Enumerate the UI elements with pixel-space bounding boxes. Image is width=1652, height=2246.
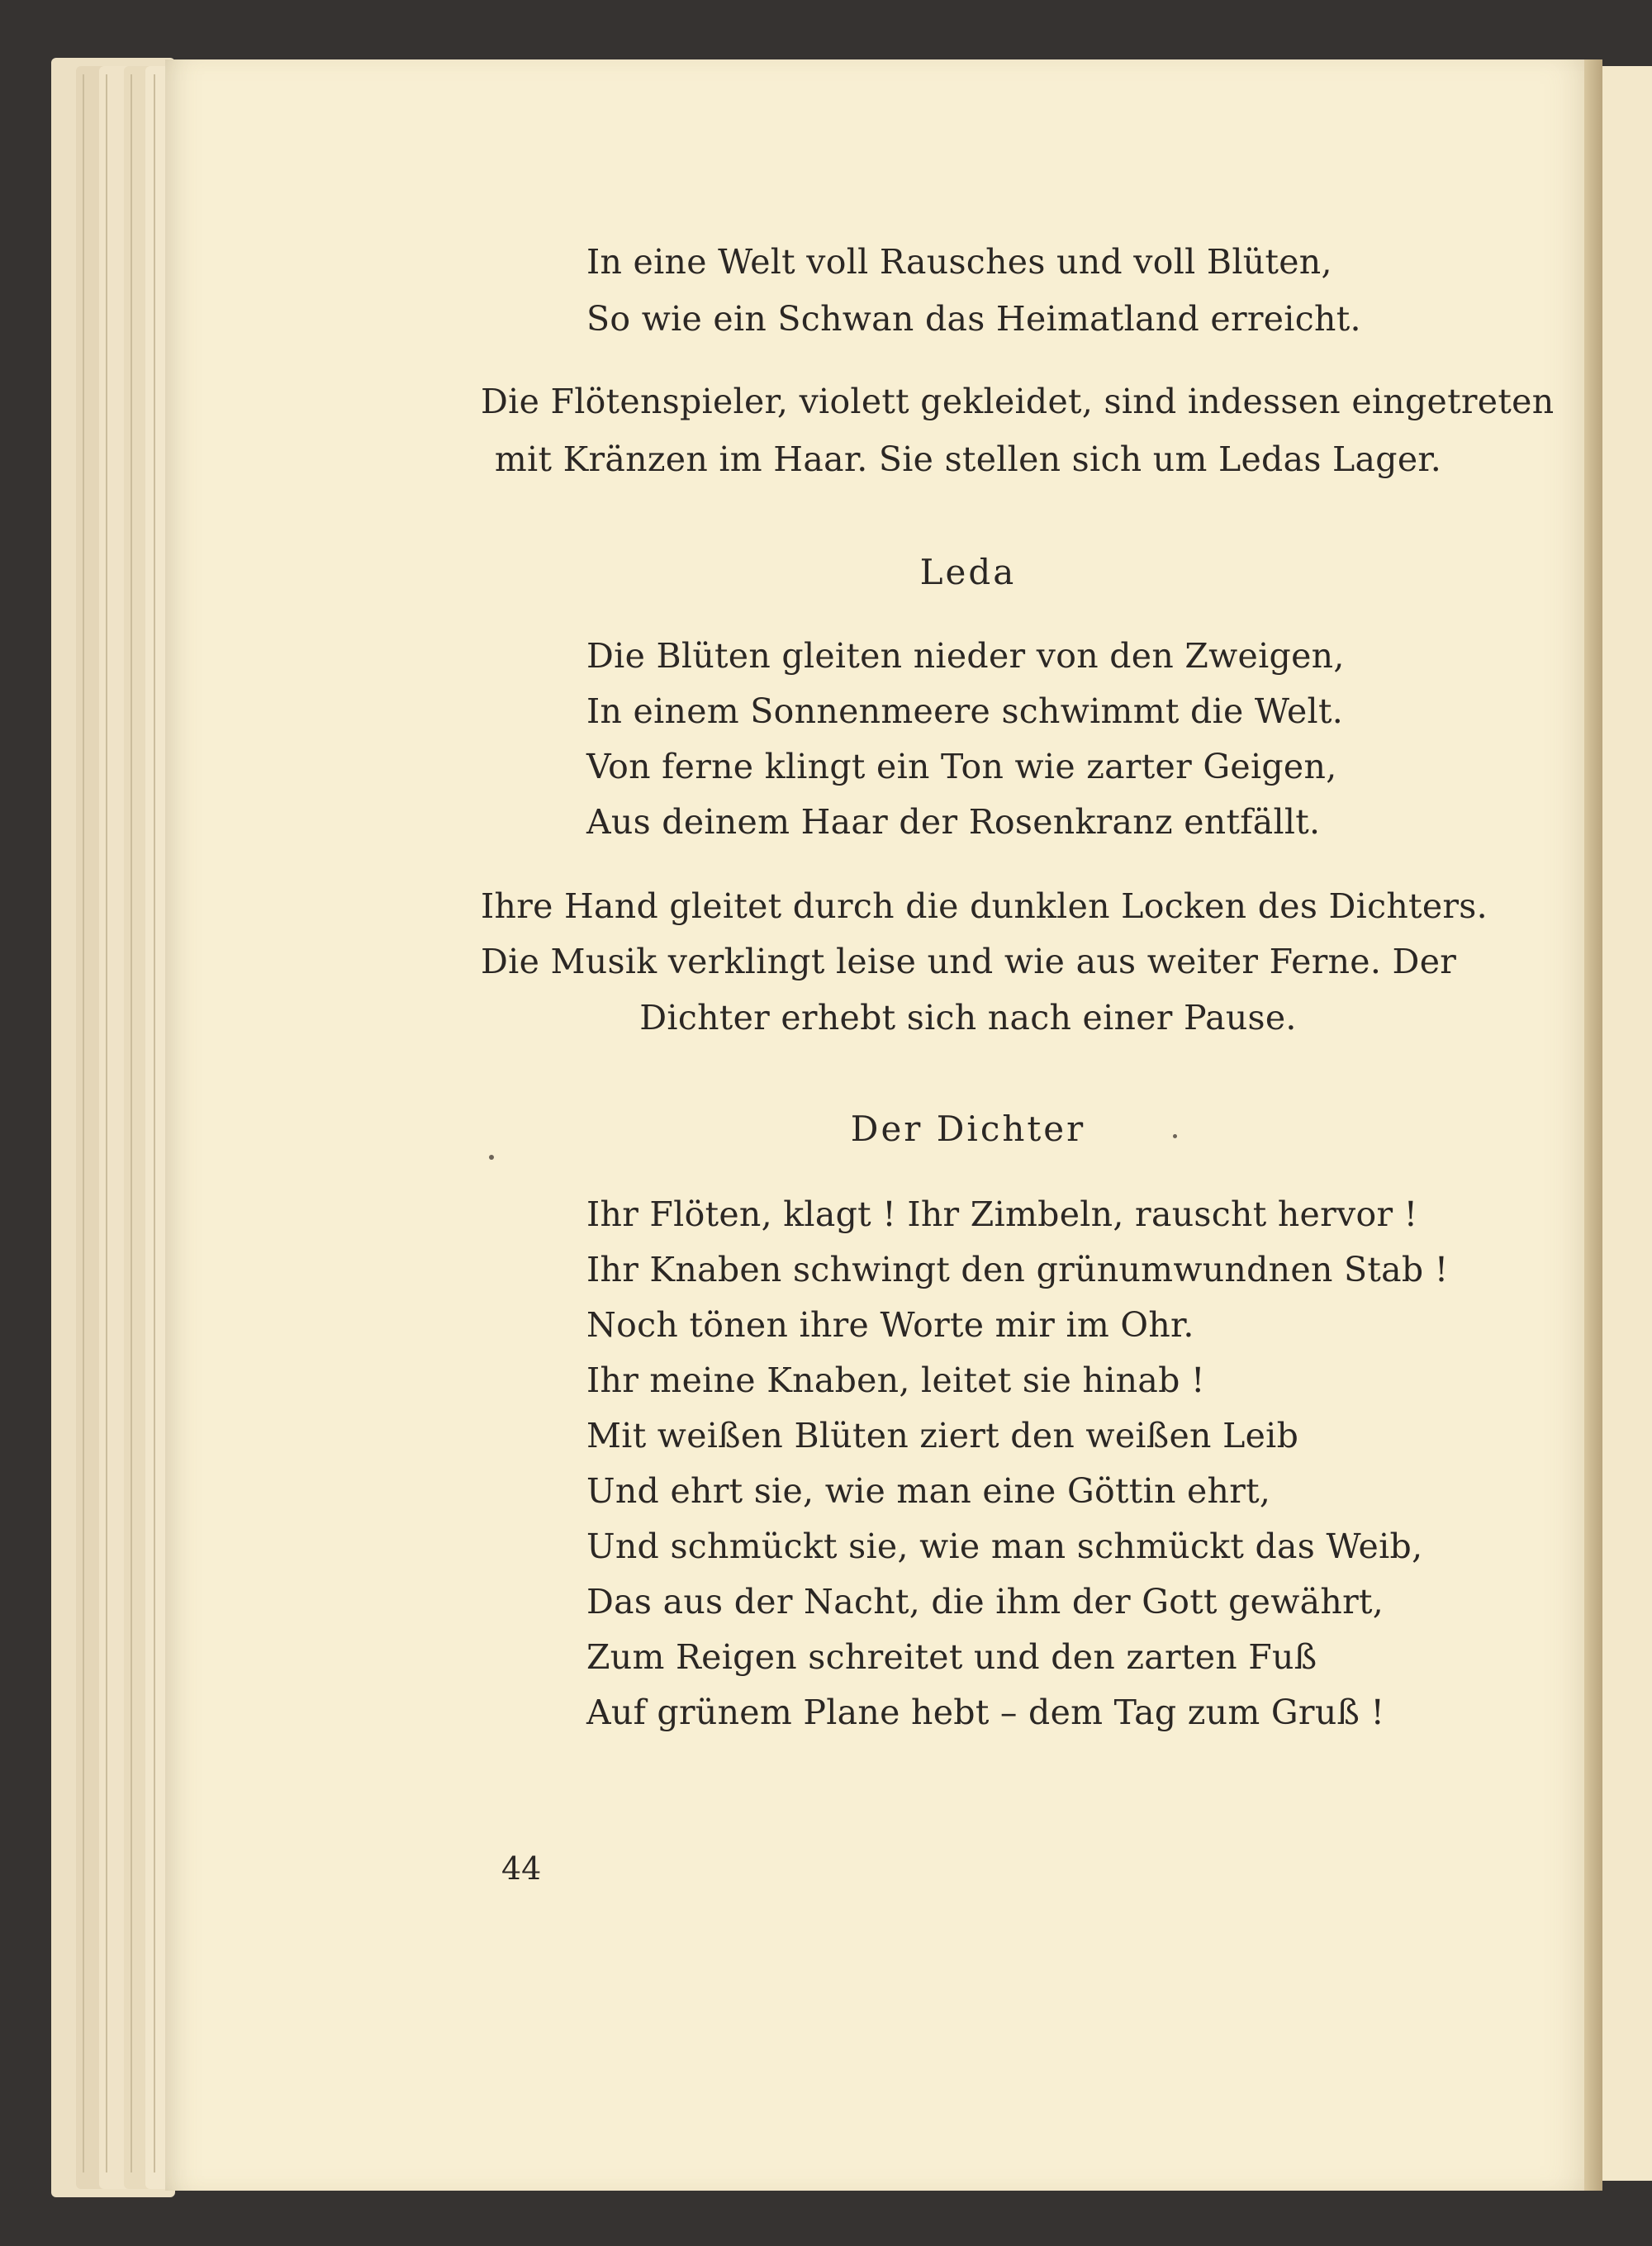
page-edge-line xyxy=(131,74,132,2172)
page-number: 44 xyxy=(501,1850,542,1887)
verse-line: Und schmückt sie, wie man schmückt das Weib, xyxy=(586,1527,1423,1566)
verse-line: Von ferne klingt ein Ton wie zarter Geigen, xyxy=(586,747,1337,786)
verse-line: Die Blüten gleiten nieder von den Zweigen, xyxy=(586,636,1345,676)
verse-line: Zum Reigen schreitet und den zarten Fuß xyxy=(586,1637,1317,1677)
page-edge-line xyxy=(106,74,107,2172)
paper-speck xyxy=(489,1155,494,1160)
verse-line: Und ehrt sie, wie man eine Göttin ehrt, xyxy=(586,1471,1271,1511)
page-edge-line xyxy=(154,74,155,2172)
stage-direction-line: Dichter erhebt sich nach einer Pause. xyxy=(639,998,1297,1038)
verse-line: Ihr Knaben schwingt den grünumwundnen Stab ! xyxy=(586,1250,1449,1289)
stage-direction-line: Ihre Hand gleitet durch die dunklen Locken des Dichters. xyxy=(481,886,1488,926)
verse-line: Noch tönen ihre Worte mir im Ohr. xyxy=(586,1305,1194,1345)
page-edge-line xyxy=(83,74,84,2172)
verse-line: Das aus der Nacht, die ihm der Gott gewährt, xyxy=(586,1582,1384,1622)
verse-line: In eine Welt voll Rausches und voll Blüten, xyxy=(586,242,1332,282)
verse-line: In einem Sonnenmeere schwimmt die Welt. xyxy=(586,691,1344,731)
stage-direction-line: Die Flötenspieler, violett gekleidet, sind indessen eingetreten xyxy=(481,382,1555,421)
speaker-heading-dichter: Der Dichter xyxy=(850,1109,1086,1149)
verse-line: Ihr Flöten, klagt ! Ihr Zimbeln, rauscht hervor ! xyxy=(586,1194,1418,1234)
verse-line: Auf grünem Plane hebt – dem Tag zum Gruß ! xyxy=(586,1693,1385,1732)
facing-page-edge xyxy=(1602,66,1652,2181)
stage-direction-line: Die Musik verklingt leise und wie aus weiter Ferne. Der xyxy=(481,942,1457,981)
paper-speck xyxy=(1173,1134,1177,1138)
verse-line: So wie ein Schwan das Heimatland erreicht. xyxy=(586,299,1361,339)
book-gutter xyxy=(1584,59,1602,2191)
verse-line: Aus deinem Haar der Rosenkranz entfällt. xyxy=(586,802,1321,842)
speaker-heading-leda: Leda xyxy=(919,552,1017,592)
verse-line: Ihr meine Knaben, leitet sie hinab ! xyxy=(586,1360,1205,1400)
stage-direction-line: mit Kränzen im Haar. Sie stellen sich um Ledas Lager. xyxy=(494,439,1442,479)
verse-line: Mit weißen Blüten ziert den weißen Leib xyxy=(586,1416,1299,1455)
